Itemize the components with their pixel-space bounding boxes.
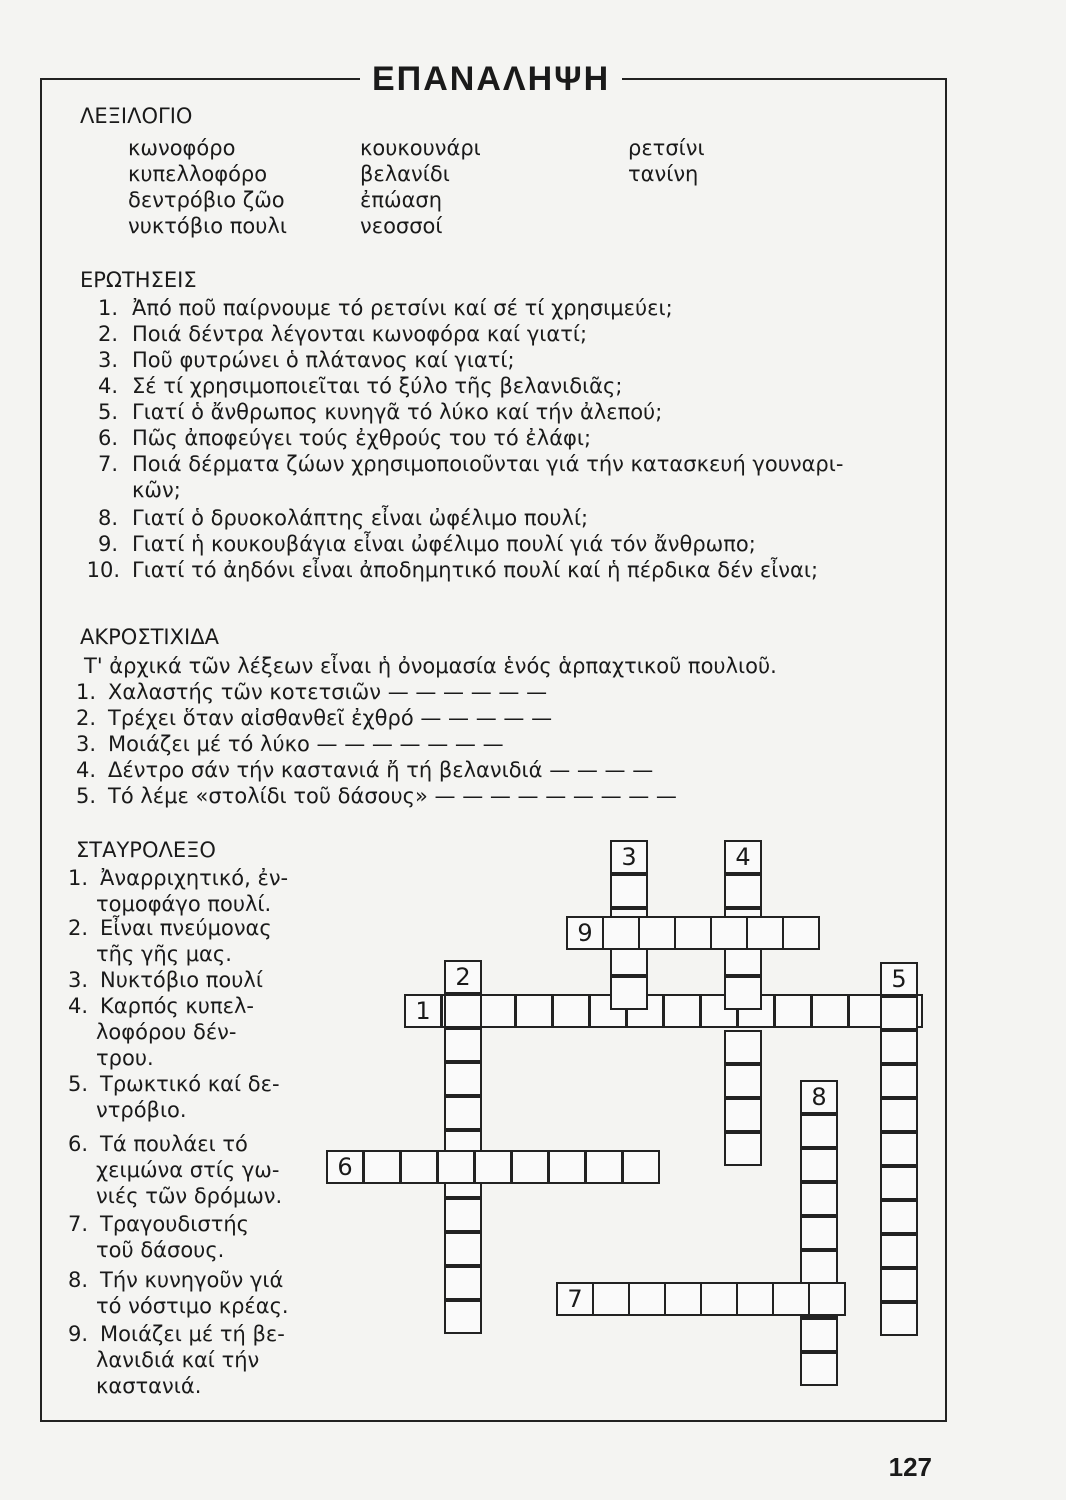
- question-number: 9.: [97, 532, 118, 556]
- question-text: Ποῦ φυτρώνει ὁ πλάτανος καί γιατί;: [132, 348, 515, 372]
- vocab-word: νεοσσοί: [360, 214, 443, 238]
- clue-number: 4.: [67, 994, 88, 1018]
- grid-number-cell: 1: [404, 994, 442, 1028]
- clue-text: χειμώνα στίς γω-: [96, 1158, 280, 1182]
- grid-number-cell: 9: [566, 916, 604, 950]
- grid-cell: [800, 1250, 838, 1284]
- grid-cell: [548, 1150, 586, 1184]
- acrostic-blanks: — — — —: [549, 758, 654, 782]
- grid-cell: [444, 1266, 482, 1300]
- clue-text: τό νόστιμο κρέας.: [96, 1294, 289, 1318]
- grid-cell: [880, 1268, 918, 1302]
- grid-cell: [724, 1132, 762, 1166]
- clue-number: 6.: [67, 1132, 88, 1156]
- grid-cell: [880, 1200, 918, 1234]
- clue-text: Τρωκτικό καί δε-: [100, 1072, 280, 1096]
- clue-text: καστανιά.: [96, 1374, 202, 1398]
- grid-cell: [478, 994, 516, 1028]
- clue-text: Ἀναρριχητικό, ἐν-: [100, 866, 289, 890]
- acrostic-item: [108, 784, 677, 808]
- question-text: Ποιά δέρματα ζώων χρησιμοποιοῦνται γιά τήν κατασκευή γουναρι-: [132, 452, 844, 476]
- vocab-word: ἐπώαση: [360, 188, 443, 212]
- clue-number: 1.: [67, 866, 88, 890]
- grid-cell: [724, 1064, 762, 1098]
- grid-cell: [552, 994, 590, 1028]
- acrostic-blanks: — — — — —: [420, 706, 553, 730]
- grid-number-cell: 8: [800, 1080, 838, 1114]
- clue-text: λοφόρου δέν-: [96, 1020, 237, 1044]
- vocab-word: κουκουνάρι: [360, 136, 481, 160]
- grid-cell: [444, 1300, 482, 1334]
- clue-text: Καρπός κυπελ-: [100, 994, 254, 1018]
- crossword-heading: ΣΤΑΥΡΟΛΕΞΟ: [76, 838, 216, 862]
- clue-text: τοῦ δάσους.: [96, 1238, 225, 1262]
- grid-number-cell: 4: [724, 840, 762, 874]
- grid-cell: [511, 1150, 549, 1184]
- clue-number: 2.: [67, 916, 88, 940]
- grid-cell: [880, 1166, 918, 1200]
- questions-heading: ΕΡΩΤΗΣΕΙΣ: [80, 268, 197, 292]
- question-text: Σέ τί χρησιμοποιεῖται τό ξύλο τῆς βελανιδιᾶς;: [132, 374, 623, 398]
- grid-number-cell: 3: [610, 840, 648, 874]
- acrostic-number: 4.: [75, 758, 96, 782]
- grid-cell: [638, 916, 676, 950]
- acrostic-clue: Δέντρο σάν τήν καστανιά ἤ τή βελανιδιά: [108, 758, 543, 782]
- grid-cell: [592, 1282, 630, 1316]
- clue-number: 5.: [67, 1072, 88, 1096]
- grid-cell: [724, 1030, 762, 1064]
- grid-cell: [724, 874, 762, 908]
- question-text: Γιατί τό ἀηδόνι εἶναι ἀποδημητικό πουλί καί ἡ πέρδικα δέν εἶναι;: [132, 558, 819, 582]
- grid-cell: [444, 1198, 482, 1232]
- acrostic-blanks: — — — — — — — — —: [434, 784, 677, 808]
- vocab-word: ρετσίνι: [628, 136, 705, 160]
- grid-cell: [674, 916, 712, 950]
- question-number: 6.: [97, 426, 118, 450]
- acrostic-item: [108, 732, 504, 756]
- grid-cell: [724, 1098, 762, 1132]
- grid-cell: [880, 1132, 918, 1166]
- grid-cell: [880, 996, 918, 1030]
- clue-text: Μοιάζει μέ τή βε-: [100, 1322, 285, 1346]
- grid-cell: [808, 1282, 846, 1316]
- question-text: Πῶς ἀποφεύγει τούς ἐχθρούς του τό ἐλάφι;: [132, 426, 592, 450]
- grid-cell: [474, 1150, 512, 1184]
- acrostic-heading: ΑΚΡΟΣΤΙΧΙΔΑ: [80, 625, 219, 649]
- grid-cell: [800, 1114, 838, 1148]
- grid-cell: [880, 1030, 918, 1064]
- clue-number: 9.: [67, 1322, 88, 1346]
- grid-cell: [700, 1282, 738, 1316]
- acrostic-number: 5.: [75, 784, 96, 808]
- acrostic-clue: Χαλαστής τῶν κοτετσιῶν: [108, 680, 381, 704]
- grid-cell: [437, 1150, 475, 1184]
- clue-number: 3.: [67, 968, 88, 992]
- grid-cell: [774, 994, 812, 1028]
- clue-text: Τήν κυνηγοῦν γιά: [100, 1268, 284, 1292]
- clue-number: 7.: [67, 1212, 88, 1236]
- grid-cell: [800, 1216, 838, 1250]
- question-number: 5.: [97, 400, 118, 424]
- acrostic-clue: Μοιάζει μέ τό λύκο: [108, 732, 310, 756]
- acrostic-number: 2.: [75, 706, 96, 730]
- grid-cell: [800, 1182, 838, 1216]
- question-number: 3.: [97, 348, 118, 372]
- grid-cell: [800, 1352, 838, 1386]
- grid-cell: [602, 916, 640, 950]
- vocab-word: κωνοφόρο: [128, 136, 236, 160]
- vocab-word: κυπελλοφόρο: [128, 162, 268, 186]
- grid-cell: [622, 1150, 660, 1184]
- clue-text: Εἶναι πνεύμονας: [100, 916, 272, 940]
- vocab-word: δεντρόβιο ζῶο: [128, 188, 285, 212]
- grid-cell: [515, 994, 553, 1028]
- grid-cell: [628, 1282, 666, 1316]
- grid-cell: [444, 1062, 482, 1096]
- grid-cell: [880, 1234, 918, 1268]
- grid-cell: [444, 1028, 482, 1062]
- acrostic-clue: Τρέχει ὅταν αἰσθανθεῖ ἐχθρό: [108, 706, 414, 730]
- grid-cell: [663, 994, 701, 1028]
- grid-cell: [746, 916, 784, 950]
- grid-cell: [800, 1148, 838, 1182]
- grid-cell: [800, 1318, 838, 1352]
- acrostic-number: 3.: [75, 732, 96, 756]
- vocab-word: νυκτόβιο πουλι: [128, 214, 287, 238]
- grid-cell: [585, 1150, 623, 1184]
- acrostic-number: 1.: [75, 680, 96, 704]
- grid-number-cell: 7: [556, 1282, 594, 1316]
- grid-cell: [811, 994, 849, 1028]
- acrostic-blanks: — — — — — — —: [316, 732, 504, 756]
- clue-text: Τά πουλάει τό: [100, 1132, 248, 1156]
- question-text: Γιατί ὁ δρυοκολάπτης εἶναι ὠφέλιμο πουλί;: [132, 506, 589, 530]
- clue-text: τῆς γῆς μας.: [96, 942, 232, 966]
- grid-cell: [664, 1282, 702, 1316]
- grid-cell: [444, 1232, 482, 1266]
- grid-cell: [782, 916, 820, 950]
- grid-cell: [400, 1150, 438, 1184]
- grid-number-cell: 5: [880, 962, 918, 996]
- grid-cell: [610, 874, 648, 908]
- acrostic-item: [108, 680, 547, 704]
- page-title: ΕΠΑΝΑΛΗΨΗ: [360, 60, 622, 99]
- acrostic-clue: Τό λέμε «στολίδι τοῦ δάσους»: [108, 784, 428, 808]
- grid-cell: [724, 976, 762, 1010]
- question-text: Γιατί ἡ κουκουβάγια εἶναι ὠφέλιμο πουλί γιά τόν ἄνθρωπο;: [132, 532, 756, 556]
- grid-cell: [880, 1302, 918, 1336]
- grid-cell: [880, 1064, 918, 1098]
- clue-text: νιές τῶν δρόμων.: [96, 1184, 283, 1208]
- acrostic-item: [108, 706, 552, 730]
- grid-cell: [880, 1098, 918, 1132]
- question-number: 10.: [86, 558, 120, 582]
- question-number: 1.: [97, 296, 118, 320]
- question-number: 7.: [97, 452, 118, 476]
- clue-text: ντρόβιο.: [96, 1098, 187, 1122]
- clue-number: 8.: [67, 1268, 88, 1292]
- question-number: 4.: [97, 374, 118, 398]
- grid-number-cell: 6: [326, 1150, 364, 1184]
- grid-cell: [610, 976, 648, 1010]
- clue-text: Νυκτόβιο πουλί: [100, 968, 263, 992]
- page-number: 127: [888, 1452, 932, 1482]
- question-number: 2.: [97, 322, 118, 346]
- acrostic-blanks: — — — — — —: [387, 680, 548, 704]
- grid-cell: [363, 1150, 401, 1184]
- grid-cell: [736, 1282, 774, 1316]
- vocab-word: βελανίδι: [360, 162, 450, 186]
- acrostic-item: [108, 758, 653, 782]
- grid-number-cell: 2: [444, 960, 482, 994]
- clue-text: τομοφάγο πουλί.: [96, 892, 272, 916]
- acrostic-intro: Τ' ἀρχικά τῶν λέξεων εἶναι ἡ ὀνομασία ἑνός ἁρπαχτικοῦ πουλιοῦ.: [84, 654, 777, 678]
- question-text: Ποιά δέντρα λέγονται κωνοφόρα καί γιατί;: [132, 322, 588, 346]
- grid-cell: [710, 916, 748, 950]
- clue-text: Τραγουδιστής: [100, 1212, 249, 1236]
- question-text-cont: κῶν;: [132, 478, 181, 502]
- clue-text: τρου.: [96, 1046, 154, 1070]
- grid-cell: [772, 1282, 810, 1316]
- grid-cell: [444, 994, 482, 1028]
- vocab-heading: ΛΕΞΙΛΟΓΙΟ: [80, 104, 193, 128]
- clue-text: λανιδιά καί τήν: [96, 1348, 260, 1372]
- question-number: 8.: [97, 506, 118, 530]
- vocab-word: τανίνη: [628, 162, 699, 186]
- grid-cell: [444, 1096, 482, 1130]
- question-text: Ἀπό ποῦ παίρνουμε τό ρετσίνι καί σέ τί χρησιμεύει;: [132, 296, 673, 320]
- question-text: Γιατί ὁ ἄνθρωπος κυνηγᾶ τό λύκο καί τήν ἀλεπού;: [132, 400, 663, 424]
